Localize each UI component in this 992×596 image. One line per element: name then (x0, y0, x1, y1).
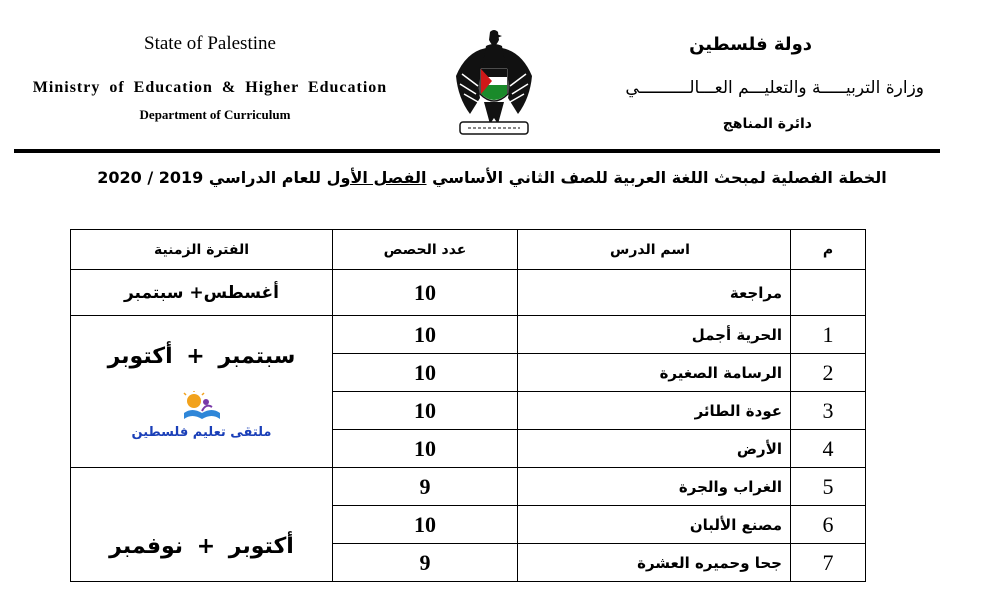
lesson-cell: عودة الطائر (518, 392, 791, 430)
forum-logo-text: ملتقى تعليم فلسطين (131, 425, 272, 440)
table-row (71, 270, 866, 316)
forum-logo (71, 391, 332, 440)
count-cell: 10 (333, 354, 518, 392)
header-divider (14, 149, 940, 153)
palestine-eagle-emblem-icon (452, 28, 536, 140)
count-cell: 9 (333, 544, 518, 582)
title-part2: للعام الدراسي 2019 / 2020 (97, 168, 327, 187)
semester-plan-table (70, 229, 866, 582)
lesson-cell: مصنع الألبان (518, 506, 791, 544)
num-cell: 4 (791, 430, 866, 468)
count-cell: 10 (333, 392, 518, 430)
department-ar: دائرة المناهج (722, 116, 812, 132)
count-cell: 10 (333, 316, 518, 354)
title-part1: الخطة الفصلية لمبحث اللغة العربية للصف الثاني الأساسي (426, 168, 887, 187)
lesson-cell: الغراب والجرة (518, 468, 791, 506)
state-en: State of Palestine (144, 33, 276, 54)
ministry-ar: وزارة التربيـــــة والتعليـــم العـــالــــــــــي (625, 78, 924, 98)
document-title (92, 168, 892, 187)
header-count: عدد الحصص (333, 230, 518, 270)
period-cell (71, 468, 333, 582)
count-cell: 9 (333, 468, 518, 506)
period-cell (71, 270, 333, 316)
period-text: أغسطس+ سبتمبر (123, 282, 279, 303)
header-period: الفترة الزمنية (71, 230, 333, 270)
count-cell: 10 (333, 506, 518, 544)
period-text: أكتوبر + نوفمبر (109, 534, 294, 559)
count-cell: 10 (333, 270, 518, 316)
count-cell: 10 (333, 430, 518, 468)
lesson-cell: الأرض (518, 430, 791, 468)
lesson-cell: الحرية أجمل (518, 316, 791, 354)
num-cell: 5 (791, 468, 866, 506)
header-lesson: اسم الدرس (518, 230, 791, 270)
table-row (71, 316, 866, 354)
lesson-cell: جحا وحميره العشرة (518, 544, 791, 582)
table-row (71, 468, 866, 506)
state-ar: دولة فلسطين (689, 34, 812, 55)
num-cell (791, 270, 866, 316)
header-num: م (791, 230, 866, 270)
title-semester: الفصل الأول (326, 168, 427, 187)
period-cell (71, 316, 333, 468)
ministry-en: Ministry of Education & Higher Education (32, 79, 388, 96)
lesson-cell: الرسامة الصغيرة (518, 354, 791, 392)
lesson-cell: مراجعة (518, 270, 791, 316)
table-header-row (71, 230, 866, 270)
num-cell: 3 (791, 392, 866, 430)
department-en: Department of Curriculum (139, 107, 291, 122)
num-cell: 7 (791, 544, 866, 582)
num-cell: 2 (791, 354, 866, 392)
num-cell: 1 (791, 316, 866, 354)
num-cell: 6 (791, 506, 866, 544)
open-book-icon (182, 391, 222, 421)
period-text: سبتمبر + أكتوبر (107, 344, 296, 369)
